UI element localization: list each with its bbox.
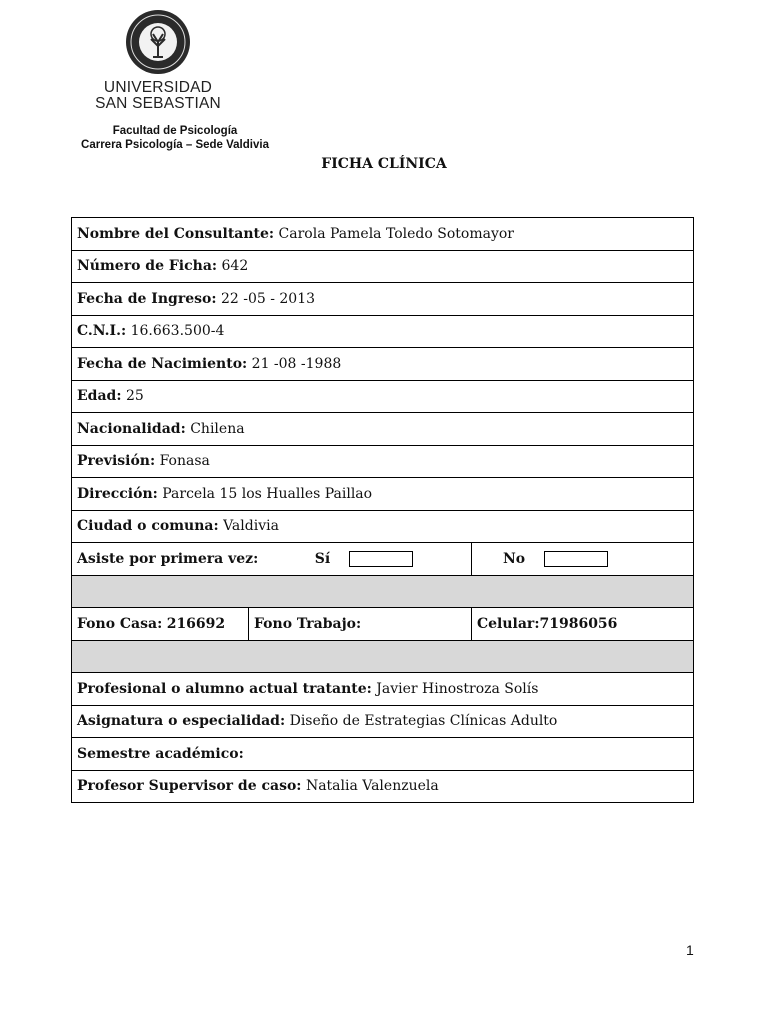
label-fono-casa: Fono Casa: (77, 615, 163, 632)
field-prevision (72, 445, 694, 478)
value-ciudad: Valdivia (223, 518, 279, 535)
row-shaded-separator-2 (72, 640, 694, 673)
label-asiste-si: Sí (314, 550, 331, 567)
value-asignatura: Diseño de Estrategias Clínicas Adulto (289, 713, 558, 730)
value-direccion: Parcela 15 los Hualles Paillao (162, 485, 373, 502)
row-fonos (72, 608, 694, 641)
program-name: Carrera Psicología – Sede Valdivia (81, 139, 269, 151)
field-profesional (72, 673, 694, 706)
document-title: FICHA CLÍNICA (321, 156, 447, 172)
label-edad: Edad: (77, 388, 122, 405)
label-semestre: Semestre académico: (77, 745, 244, 762)
university-name-line-1: UNIVERSIDAD (103, 79, 213, 96)
row-fecha-nacimiento (72, 348, 694, 381)
page-number: 1 (686, 942, 694, 958)
row-ciudad (72, 510, 694, 543)
row-edad (72, 380, 694, 413)
field-nombre (72, 218, 694, 251)
field-fono-casa (72, 608, 249, 641)
field-direccion (72, 478, 694, 511)
label-asignatura: Asignatura o especialidad: (77, 713, 286, 730)
row-asiste (72, 543, 694, 576)
field-edad (72, 380, 694, 413)
field-fecha-nacimiento (72, 348, 694, 381)
label-profesor: Profesor Supervisor de caso: (77, 778, 302, 795)
field-semestre (72, 738, 694, 771)
row-numero-ficha (72, 250, 694, 283)
value-celular: 71986056 (539, 615, 618, 632)
value-fecha-nacimiento: 21 -08 -1988 (251, 355, 342, 372)
clinical-form-table (71, 217, 694, 803)
label-asiste-no: No (503, 550, 526, 567)
value-prevision: Fonasa (159, 453, 210, 470)
shaded-separator (72, 640, 694, 673)
university-name-line-2: SAN SEBASTIAN (95, 95, 221, 112)
row-semestre (72, 738, 694, 771)
value-profesional: Javier Hinostroza Solís (376, 680, 539, 697)
row-prevision (72, 445, 694, 478)
label-fecha-nacimiento: Fecha de Nacimiento: (77, 355, 248, 372)
label-prevision: Previsión: (77, 453, 156, 470)
label-direccion: Dirección: (77, 485, 158, 502)
label-asiste: Asiste por primera vez: (77, 550, 259, 567)
university-seal-icon (126, 10, 190, 74)
value-profesor: Natalia Valenzuela (305, 778, 439, 795)
field-cni (72, 315, 694, 348)
field-asignatura (72, 705, 694, 738)
university-logo (88, 10, 228, 112)
field-fono-trabajo (249, 608, 472, 641)
row-asignatura (72, 705, 694, 738)
field-ciudad (72, 510, 694, 543)
row-profesional (72, 673, 694, 706)
label-fecha-ingreso: Fecha de Ingreso: (77, 290, 217, 307)
field-fecha-ingreso (72, 283, 694, 316)
label-cni: C.N.I.: (77, 323, 127, 340)
faculty-name: Facultad de Psicología (112, 125, 238, 137)
label-nacionalidad: Nacionalidad: (77, 420, 186, 437)
value-nombre: Carola Pamela Toledo Sotomayor (278, 225, 514, 242)
row-nombre (72, 218, 694, 251)
value-edad: 25 (125, 388, 144, 405)
row-profesor (72, 770, 694, 803)
value-fecha-ingreso: 22 -05 - 2013 (220, 290, 316, 307)
university-name (88, 80, 228, 112)
field-nacionalidad (72, 413, 694, 446)
label-fono-trabajo: Fono Trabajo: (254, 615, 362, 632)
shaded-separator (72, 575, 694, 608)
row-nacionalidad (72, 413, 694, 446)
label-ciudad: Ciudad o comuna: (77, 518, 219, 535)
label-numero-ficha: Número de Ficha: (77, 258, 218, 275)
field-asiste (72, 543, 472, 576)
field-numero-ficha (72, 250, 694, 283)
field-asiste-no (472, 543, 694, 576)
field-celular (472, 608, 694, 641)
label-profesional: Profesional o alumno actual tratante: (77, 680, 372, 697)
row-direccion (72, 478, 694, 511)
row-fecha-ingreso (72, 283, 694, 316)
value-fono-casa: 216692 (166, 615, 226, 632)
value-numero-ficha: 642 (221, 258, 249, 275)
value-cni: 16.663.500-4 (130, 323, 225, 340)
row-shaded-separator-1 (72, 575, 694, 608)
asiste-no-checkbox[interactable] (544, 551, 608, 567)
row-cni (72, 315, 694, 348)
faculty-block (72, 124, 278, 152)
label-nombre: Nombre del Consultante: (77, 225, 275, 242)
field-profesor (72, 770, 694, 803)
label-celular: Celular: (477, 615, 540, 632)
value-nacionalidad: Chilena (190, 420, 245, 437)
asiste-si-checkbox[interactable] (349, 551, 413, 567)
